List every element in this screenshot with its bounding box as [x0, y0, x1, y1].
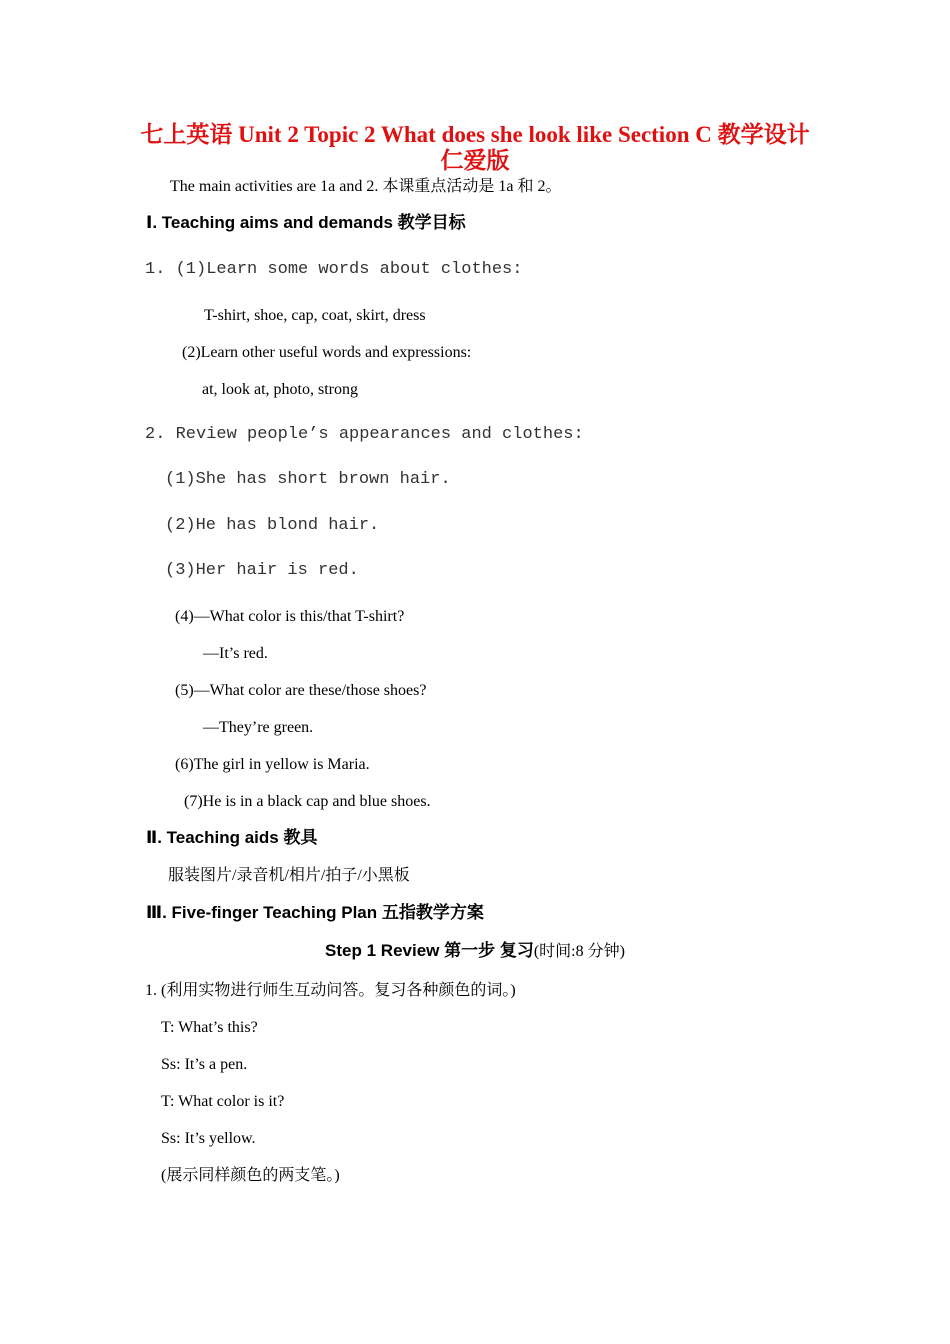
step1-time: (时间:8 分钟) — [533, 943, 625, 960]
aim2-question-5: (5)—What color are these/those shoes? — [175, 682, 427, 699]
dialogue-line-3: T: What color is it? — [161, 1093, 285, 1110]
aim1-words: T-shirt, shoe, cap, coat, skirt, dress — [204, 307, 426, 324]
section-heading-aids: Ⅱ. Teaching aids 教具 — [146, 828, 318, 847]
step1-note: 1. (利用实物进行师生互动问答。复习各种颜色的词。) — [145, 982, 516, 999]
aim2-item-3: (3)Her hair is red. — [165, 561, 359, 580]
step1-heading: Step 1 Review 第一步 复习 — [325, 941, 534, 960]
aim2-sentence-7: (7)He is in a black cap and blue shoes. — [184, 793, 431, 810]
document-title-line2: 仁爱版 — [440, 148, 510, 173]
aim2-header: 2. Review people’s appearances and clothes: — [145, 425, 584, 444]
dialogue-line-4: Ss: It’s yellow. — [161, 1130, 256, 1147]
step1-note-2: (展示同样颜色的两支笔。) — [161, 1167, 340, 1184]
teaching-aids-list: 服装图片/录音机/相片/拍子/小黑板 — [168, 867, 410, 884]
aim1-sub2: (2)Learn other useful words and expressions: — [182, 344, 472, 361]
document-title-line1: 七上英语 Unit 2 Topic 2 What does she look like Section C 教学设计 — [140, 122, 810, 147]
aim1-words2: at, look at, photo, strong — [202, 381, 358, 398]
section-heading-plan: Ⅲ. Five-finger Teaching Plan 五指教学方案 — [146, 903, 484, 922]
section-heading-aims: Ⅰ. Teaching aims and demands 教学目标 — [146, 213, 466, 232]
dialogue-line-2: Ss: It’s a pen. — [161, 1056, 248, 1073]
aim2-answer-5: —They’re green. — [203, 719, 314, 736]
dialogue-line-1: T: What’s this? — [161, 1019, 258, 1036]
aim1-header: 1. (1)Learn some words about clothes: — [145, 260, 523, 279]
step1-heading-row — [0, 941, 950, 961]
aim2-sentence-6: (6)The girl in yellow is Maria. — [175, 756, 370, 773]
aim2-item-1: (1)She has short brown hair. — [165, 470, 451, 489]
aim2-question-4: (4)—What color is this/that T-shirt? — [175, 608, 405, 625]
aim2-item-2: (2)He has blond hair. — [165, 516, 380, 535]
intro-text: The main activities are 1a and 2. 本课重点活动是 1a 和 2。 — [170, 178, 562, 195]
aim2-answer-4: —It’s red. — [203, 645, 268, 662]
